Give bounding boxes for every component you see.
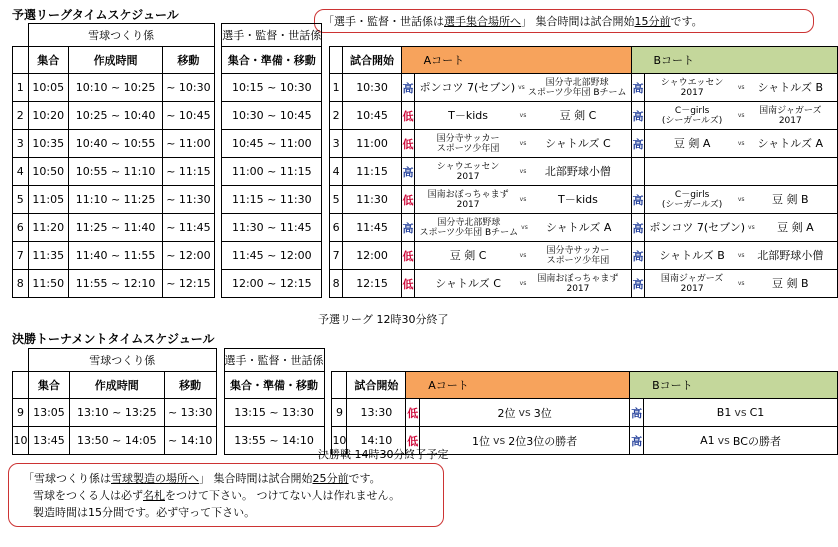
team-name-line: 国南おぼっちゃまず (537, 273, 619, 284)
team-name-line: 豆 剣 B (771, 276, 809, 290)
move-time: ~ 11:30 (163, 186, 215, 214)
prelim-schedule-table (12, 23, 838, 298)
move-time: ~ 13:30 (164, 399, 216, 427)
spacer (216, 427, 224, 455)
team-name: 1位 (472, 434, 491, 448)
team-name-line: 2017 (456, 171, 480, 182)
team-name-line: C－girls (674, 189, 710, 200)
make-time: 11:55 ~ 12:10 (69, 270, 163, 298)
team-name (529, 108, 626, 122)
col-assemble: 集合 (28, 47, 68, 74)
match-number: 8 (329, 270, 343, 298)
court-a-level: 低 (406, 399, 420, 427)
court-b-match (645, 74, 838, 102)
spacer (214, 242, 222, 270)
start-time: 12:00 (343, 242, 401, 270)
team-name-line: シャトルズ C (545, 136, 611, 150)
bn-l1-minutes: 25分前 (312, 472, 349, 485)
spacer (214, 102, 222, 130)
team-name (419, 80, 516, 94)
team-name-line: 2017 (680, 283, 704, 294)
prep-time: 10:30 ~ 10:45 (222, 102, 322, 130)
start-time: 11:45 (343, 214, 401, 242)
team-name-line: 国分寺サッカー (436, 133, 500, 144)
team-name (419, 248, 516, 262)
team-name-line: 北部野球小僧 (544, 164, 611, 178)
court-a-level: 低 (401, 270, 415, 298)
court-b-level: 高 (630, 427, 644, 455)
start-time: 10:30 (343, 74, 401, 102)
top-note-suffix: です。 (670, 15, 703, 28)
top-note-place: 選手集合場所へ (444, 15, 521, 28)
court-a-match (415, 214, 631, 242)
final-end-note: 決勝戦 14時30分終了予定 (318, 448, 449, 461)
team-name (419, 190, 516, 210)
assemble-time: 10:05 (28, 74, 68, 102)
team-name (748, 192, 833, 206)
court-a-level: 低 (401, 130, 415, 158)
court-a-level: 高 (401, 74, 415, 102)
col-move: 移動 (163, 47, 215, 74)
court-b-match (644, 399, 838, 427)
col-start: 試合開始 (343, 47, 401, 74)
vs-label: vs (518, 84, 525, 91)
vs-label: vs (737, 140, 745, 147)
team-name-line: 豆 剣 A (673, 136, 711, 150)
move-time: ~ 11:45 (163, 214, 215, 242)
team-name-line: 2017 (778, 115, 802, 126)
team-name (529, 164, 626, 178)
assemble-time: 13:45 (28, 427, 69, 455)
team-name: 3位 (533, 406, 552, 420)
final-row (13, 399, 838, 427)
prep-time: 11:30 ~ 11:45 (222, 214, 322, 242)
court-b-level (631, 158, 645, 186)
team-name (758, 220, 833, 234)
spacer (322, 74, 330, 102)
team-name-line: 2017 (566, 283, 590, 294)
prelim-row (13, 270, 838, 298)
court-a-match (420, 399, 630, 427)
start-time: 11:30 (343, 186, 401, 214)
spacer (214, 130, 222, 158)
final-col-move: 移動 (164, 372, 216, 399)
final-col-assemble: 集合 (28, 372, 69, 399)
prelim-row (13, 158, 838, 186)
team-name (529, 192, 626, 206)
team-name: B1 (716, 406, 732, 419)
assemble-time: 11:05 (28, 186, 68, 214)
team-name-line: 豆 剣 C (559, 108, 597, 122)
make-time: 10:55 ~ 11:10 (69, 158, 163, 186)
team-name-line: シャトルズ B (659, 248, 725, 262)
row-number: 1 (13, 74, 29, 102)
team-name: C1 (749, 406, 765, 419)
match-number: 3 (329, 130, 343, 158)
team-name-line: (シーガールズ) (661, 115, 723, 126)
start-time: 14:10 (347, 427, 406, 455)
prelim-row (13, 74, 838, 102)
start-time: 11:00 (343, 130, 401, 158)
make-time: 10:40 ~ 10:55 (69, 130, 163, 158)
court-b-level: 高 (631, 270, 645, 298)
prep-time: 10:15 ~ 10:30 (222, 74, 322, 102)
court-a-match (415, 270, 631, 298)
vs-label: vs (737, 112, 745, 119)
team-name (649, 248, 734, 262)
court-a-match (415, 242, 631, 270)
assemble-time: 11:50 (28, 270, 68, 298)
vs-label: vs (519, 112, 527, 119)
bn-l2b: をつけて下さい。 つけてない人は作れません。 (165, 489, 401, 502)
team-name-line: スポーツ少年団 (546, 255, 610, 266)
prelim-end-note: 予選リーグ 12時30分終了 (318, 313, 449, 326)
team-name (419, 134, 516, 154)
team-name (748, 106, 833, 126)
row-number: 6 (13, 214, 29, 242)
bn-l1a: 「雪球つくり係は (23, 472, 111, 485)
prelim-row (13, 242, 838, 270)
final-col-start: 試合開始 (347, 372, 406, 399)
court-a-level: 低 (401, 242, 415, 270)
final-court-a-header: Aコート (406, 372, 630, 399)
court-a-match (415, 102, 631, 130)
team-name (419, 276, 516, 290)
group-players-staff: 選手・監督・世話係 (222, 24, 322, 47)
team-name: 2位 (497, 406, 516, 420)
court-b-level: 高 (631, 102, 645, 130)
spacer (324, 399, 332, 427)
team-name (649, 190, 734, 210)
prelim-row (13, 130, 838, 158)
prep-time: 11:15 ~ 11:30 (222, 186, 322, 214)
make-time: 13:50 ~ 14:05 (69, 427, 164, 455)
final-group-players-staff: 選手・監督・世話係 (224, 349, 324, 372)
bottom-note-line3: 製造時間は15分間です。必ず守って下さい。 (33, 506, 256, 519)
team-name-line: シャトルズ A (545, 220, 612, 234)
team-name-line: 国分寺北部野球 (545, 77, 609, 88)
team-name-line: シャトルズ C (435, 276, 501, 290)
team-name-line: ポンコツ 7(セブン) (649, 220, 746, 234)
spacer (322, 270, 330, 298)
team-name-line: 2017 (456, 199, 480, 210)
spacer (214, 214, 222, 242)
court-b-level: 高 (631, 242, 645, 270)
spacer (322, 102, 330, 130)
team-name: BCの勝者 (732, 434, 781, 448)
team-name (649, 106, 734, 126)
team-name-line: 国分寺北部野球 (437, 217, 501, 228)
assemble-time: 10:20 (28, 102, 68, 130)
spacer (322, 158, 330, 186)
court-b-match (645, 158, 838, 186)
spacer (216, 399, 224, 427)
match-number: 10 (332, 427, 347, 455)
final-schedule-table (12, 348, 838, 455)
team-name-line: 豆 剣 B (771, 192, 809, 206)
court-b-level: 高 (631, 74, 645, 102)
team-name (529, 136, 626, 150)
court-a-match (415, 74, 631, 102)
bn-l1b: 」 集合時間は試合開始 (199, 472, 313, 485)
prelim-row (13, 186, 838, 214)
team-name (528, 78, 627, 98)
bn-l1c: です。 (348, 472, 381, 485)
row-number: 9 (13, 399, 29, 427)
court-b-level: 高 (631, 214, 645, 242)
spacer (322, 186, 330, 214)
team-name (529, 274, 626, 294)
prep-time: 11:00 ~ 11:15 (222, 158, 322, 186)
team-name (748, 136, 833, 150)
vs-label: vs (519, 168, 527, 175)
court-a-level: 高 (401, 214, 415, 242)
make-time: 10:10 ~ 10:25 (69, 74, 163, 102)
team-name: A1 (700, 434, 715, 447)
make-time: 11:25 ~ 11:40 (69, 214, 163, 242)
col-prep: 集合・準備・移動 (222, 47, 322, 74)
court-b-level: 高 (630, 399, 644, 427)
start-time: 11:15 (343, 158, 401, 186)
row-number: 10 (13, 427, 29, 455)
vs-label: vs (518, 406, 531, 419)
spacer (214, 74, 222, 102)
bn-l2-nametag: 名札 (143, 489, 165, 502)
vs-label: vs (737, 280, 745, 287)
final-col-make-time: 作成時間 (69, 372, 164, 399)
court-a-level: 低 (401, 102, 415, 130)
court-b-match (645, 214, 838, 242)
vs-label: vs (519, 280, 527, 287)
bottom-note-line2 (23, 487, 443, 504)
vs-label: vs (519, 196, 527, 203)
team-name (748, 248, 833, 262)
court-b-header: Bコート (631, 47, 838, 74)
bn-l2a: 雪球をつくる人は必ず (33, 489, 143, 502)
assemble-time: 13:05 (28, 399, 69, 427)
team-name-line: 2017 (680, 87, 704, 98)
vs-label: vs (519, 140, 527, 147)
group-snowball-makers: 雪球つくり係 (28, 24, 214, 47)
make-time: 11:10 ~ 11:25 (69, 186, 163, 214)
court-b-level: 高 (631, 130, 645, 158)
team-name-line: ポンコツ 7(セブン) (419, 80, 516, 94)
court-a-match (415, 130, 631, 158)
row-number: 7 (13, 242, 29, 270)
prep-time: 11:45 ~ 12:00 (222, 242, 322, 270)
team-name-line: シャトルズ B (757, 80, 824, 94)
team-name (649, 220, 746, 234)
assemble-time: 11:35 (28, 242, 68, 270)
start-time: 10:45 (343, 102, 401, 130)
team-name (529, 246, 626, 266)
team-name (419, 218, 518, 238)
assemble-time: 10:35 (28, 130, 68, 158)
row-number: 4 (13, 158, 29, 186)
row-number: 2 (13, 102, 29, 130)
make-time: 11:40 ~ 11:55 (69, 242, 163, 270)
team-name-line: (シーガールズ) (661, 199, 723, 210)
court-a-match (415, 158, 631, 186)
court-b-match (645, 242, 838, 270)
top-note-prefix: 「選手・監督・世話係は (323, 15, 444, 28)
row-number: 8 (13, 270, 29, 298)
team-name-line: 国分寺サッカー (546, 245, 610, 256)
top-note-minutes: 15分前 (634, 15, 671, 28)
team-name-line: スポーツ少年団 Bチーム (419, 227, 519, 238)
team-name-line: 国南おぼっちゃまず (427, 189, 509, 200)
court-b-match (645, 102, 838, 130)
team-name-line: T－kids (558, 192, 598, 206)
move-time: ~ 11:15 (163, 158, 215, 186)
court-b-match (645, 186, 838, 214)
court-b-level: 高 (631, 186, 645, 214)
court-a-level: 低 (401, 186, 415, 214)
match-number: 2 (329, 102, 343, 130)
spacer (214, 158, 222, 186)
match-number: 7 (329, 242, 343, 270)
match-number: 6 (329, 214, 343, 242)
bottom-note-line1 (23, 470, 443, 487)
spacer (214, 186, 222, 214)
team-name (419, 162, 516, 182)
spacer (214, 270, 222, 298)
vs-label: vs (493, 434, 506, 447)
vs-label: vs (737, 196, 745, 203)
start-time: 12:15 (343, 270, 401, 298)
team-name-line: スポーツ少年団 Bチーム (527, 87, 627, 98)
row-number: 5 (13, 186, 29, 214)
move-time: ~ 11:00 (163, 130, 215, 158)
move-time: ~ 10:30 (163, 74, 215, 102)
prelim-row (13, 214, 838, 242)
court-a-match (415, 186, 631, 214)
assemble-time: 10:50 (28, 158, 68, 186)
court-b-match (644, 427, 838, 455)
top-note-mid: 」 集合時間は試合開始 (521, 15, 635, 28)
move-time: ~ 12:15 (163, 270, 215, 298)
team-name-line: 国南ジャガーズ (660, 273, 724, 284)
row-number: 3 (13, 130, 29, 158)
team-name-line: シャウエッセン (660, 77, 724, 88)
team-name-line: 豆 剣 C (449, 248, 487, 262)
prelim-title: 予選リーグタイムスケジュール (12, 8, 179, 22)
match-number: 9 (332, 399, 347, 427)
move-time: ~ 10:45 (163, 102, 215, 130)
team-name (748, 80, 833, 94)
vs-label: vs (734, 406, 747, 419)
team-name: 2位3位の勝者 (508, 434, 578, 448)
prep-time: 13:55 ~ 14:10 (224, 427, 324, 455)
court-a-match (420, 427, 630, 455)
team-name-line: シャウエッセン (436, 161, 500, 172)
prep-time: 13:15 ~ 13:30 (224, 399, 324, 427)
match-number: 4 (329, 158, 343, 186)
court-a-level: 低 (406, 427, 420, 455)
bn-l1-place: 雪球製造の場所へ (111, 472, 199, 485)
assemble-time: 11:20 (28, 214, 68, 242)
spacer (322, 130, 330, 158)
final-court-b-header: Bコート (630, 372, 838, 399)
court-a-level: 高 (401, 158, 415, 186)
team-name (748, 276, 833, 290)
col-make-time: 作成時間 (69, 47, 163, 74)
make-time: 13:10 ~ 13:25 (69, 399, 164, 427)
match-number: 1 (329, 74, 343, 102)
bottom-note (8, 463, 444, 527)
spacer (322, 214, 330, 242)
vs-label: vs (737, 252, 745, 259)
make-time: 10:25 ~ 10:40 (69, 102, 163, 130)
vs-label: vs (519, 252, 527, 259)
team-name (649, 274, 734, 294)
team-name (649, 78, 734, 98)
prep-time: 10:45 ~ 11:00 (222, 130, 322, 158)
vs-label: vs (737, 84, 745, 91)
final-col-prep: 集合・準備・移動 (224, 372, 324, 399)
team-name (531, 220, 627, 234)
team-name-line: 北部野球小僧 (757, 248, 824, 262)
team-name-line: シャトルズ A (757, 136, 823, 150)
vs-label: vs (748, 224, 755, 231)
court-a-header: Aコート (401, 47, 631, 74)
court-b-match (645, 270, 838, 298)
team-name-line: C－girls (674, 105, 710, 116)
team-name (649, 136, 734, 150)
prelim-row (13, 102, 838, 130)
team-name-line: 国南ジャガーズ (759, 105, 822, 116)
team-name (419, 108, 516, 122)
final-title: 決勝トーナメントタイムスケジュール (12, 332, 215, 346)
team-name-line: 豆 剣 A (777, 220, 814, 234)
move-time: ~ 14:10 (164, 427, 216, 455)
move-time: ~ 12:00 (163, 242, 215, 270)
spacer (322, 242, 330, 270)
team-name-line: T－kids (448, 108, 488, 122)
court-b-match (645, 130, 838, 158)
vs-label: vs (717, 434, 730, 447)
team-name-line: スポーツ少年団 (436, 143, 500, 154)
prep-time: 12:00 ~ 12:15 (222, 270, 322, 298)
match-number: 5 (329, 186, 343, 214)
start-time: 13:30 (347, 399, 406, 427)
final-group-snowball-makers: 雪球つくり係 (28, 349, 216, 372)
vs-label: vs (521, 224, 528, 231)
